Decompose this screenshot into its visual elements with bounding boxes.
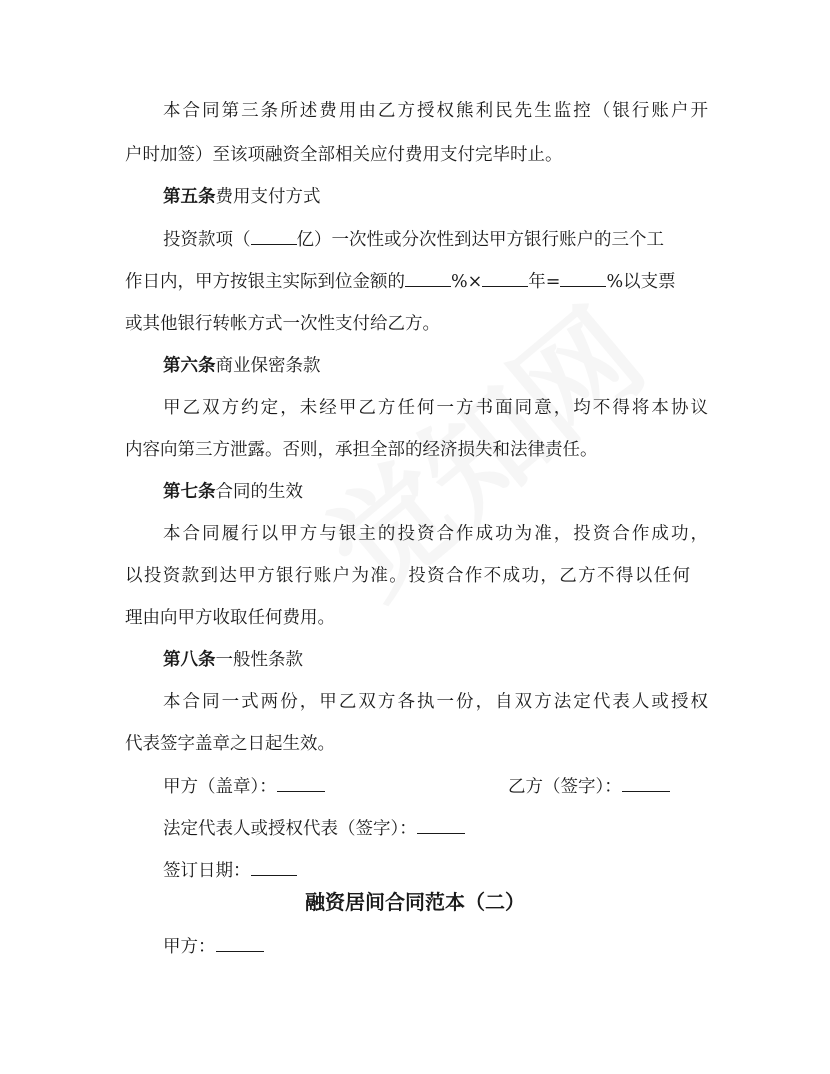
legal-rep-signature: 法定代表人或授权代表（签字）： [163,815,465,842]
article-5-title: 费用支付方式 [215,187,321,207]
party-b-signature-blank[interactable] [622,773,670,792]
article-7-line-2: 以投资款到达甲方银行账户为准。投资合作不成功，乙方不得以任何 [125,566,690,586]
article-5-heading [163,184,321,210]
article-6-number: 第六条 [163,356,216,376]
paragraph-1-line-2: 户时加签）至该项融资全部相关应付费用支付完毕时止。 [125,145,563,165]
section-2-title: 融资居间合同范本（二） [305,890,525,914]
percent-blank-1[interactable] [405,268,451,287]
party-a-seal: 甲方（盖章）： [163,773,325,800]
section-2-party-a-blank[interactable] [216,933,264,952]
article-7-number: 第七条 [163,482,216,502]
article-6-line-2: 内容向第三方泄露。否则，承担全部的经济损失和法律责任。 [125,440,598,460]
article-6-heading [163,353,321,379]
article-5-line-3: 或其他银行转帐方式一次性支付给乙方。 [125,314,440,334]
article-8-heading [163,647,303,673]
article-7-heading [163,479,303,505]
article-7-title: 合同的生效 [215,482,303,502]
article-8-line-2: 代表签字盖章之日起生效。 [125,734,335,754]
percent-blank-2[interactable] [560,268,606,287]
article-7-line-3: 理由向甲方收取任何费用。 [125,608,335,628]
party-a-seal-blank[interactable] [277,773,325,792]
article-5-line-2: 作日内，甲方按银主实际到位金额的 %× 年= %以支票 [125,268,676,295]
article-6-line-1: 甲乙双方约定，未经甲乙方任何一方书面同意，均不得将本协议 [163,398,708,418]
paragraph-1-line-1: 本合同第三条所述费用由乙方授权熊利民先生监控（银行账户开 [163,101,708,121]
article-5-number: 第五条 [163,187,216,207]
article-7-line-1: 本合同履行以甲方与银主的投资合作成功为准，投资合作成功， [163,524,708,544]
article-8-number: 第八条 [163,650,216,670]
signing-date: 签订日期： [163,857,297,884]
article-5-line-1: 投资款项（ 亿）一次性或分次性到达甲方银行账户的三个工 [163,226,664,253]
article-6-title: 商业保密条款 [215,356,321,376]
section-2-party-a: 甲方： [163,933,264,960]
years-blank[interactable] [482,268,528,287]
signing-date-blank[interactable] [251,857,297,876]
amount-blank[interactable] [251,226,297,245]
party-b-signature: 乙方（签字）： [508,773,670,800]
legal-rep-signature-blank[interactable] [417,815,465,834]
article-8-title: 一般性条款 [215,650,303,670]
article-8-line-1: 本合同一式两份，甲乙双方各执一份，自双方法定代表人或授权 [163,692,708,712]
